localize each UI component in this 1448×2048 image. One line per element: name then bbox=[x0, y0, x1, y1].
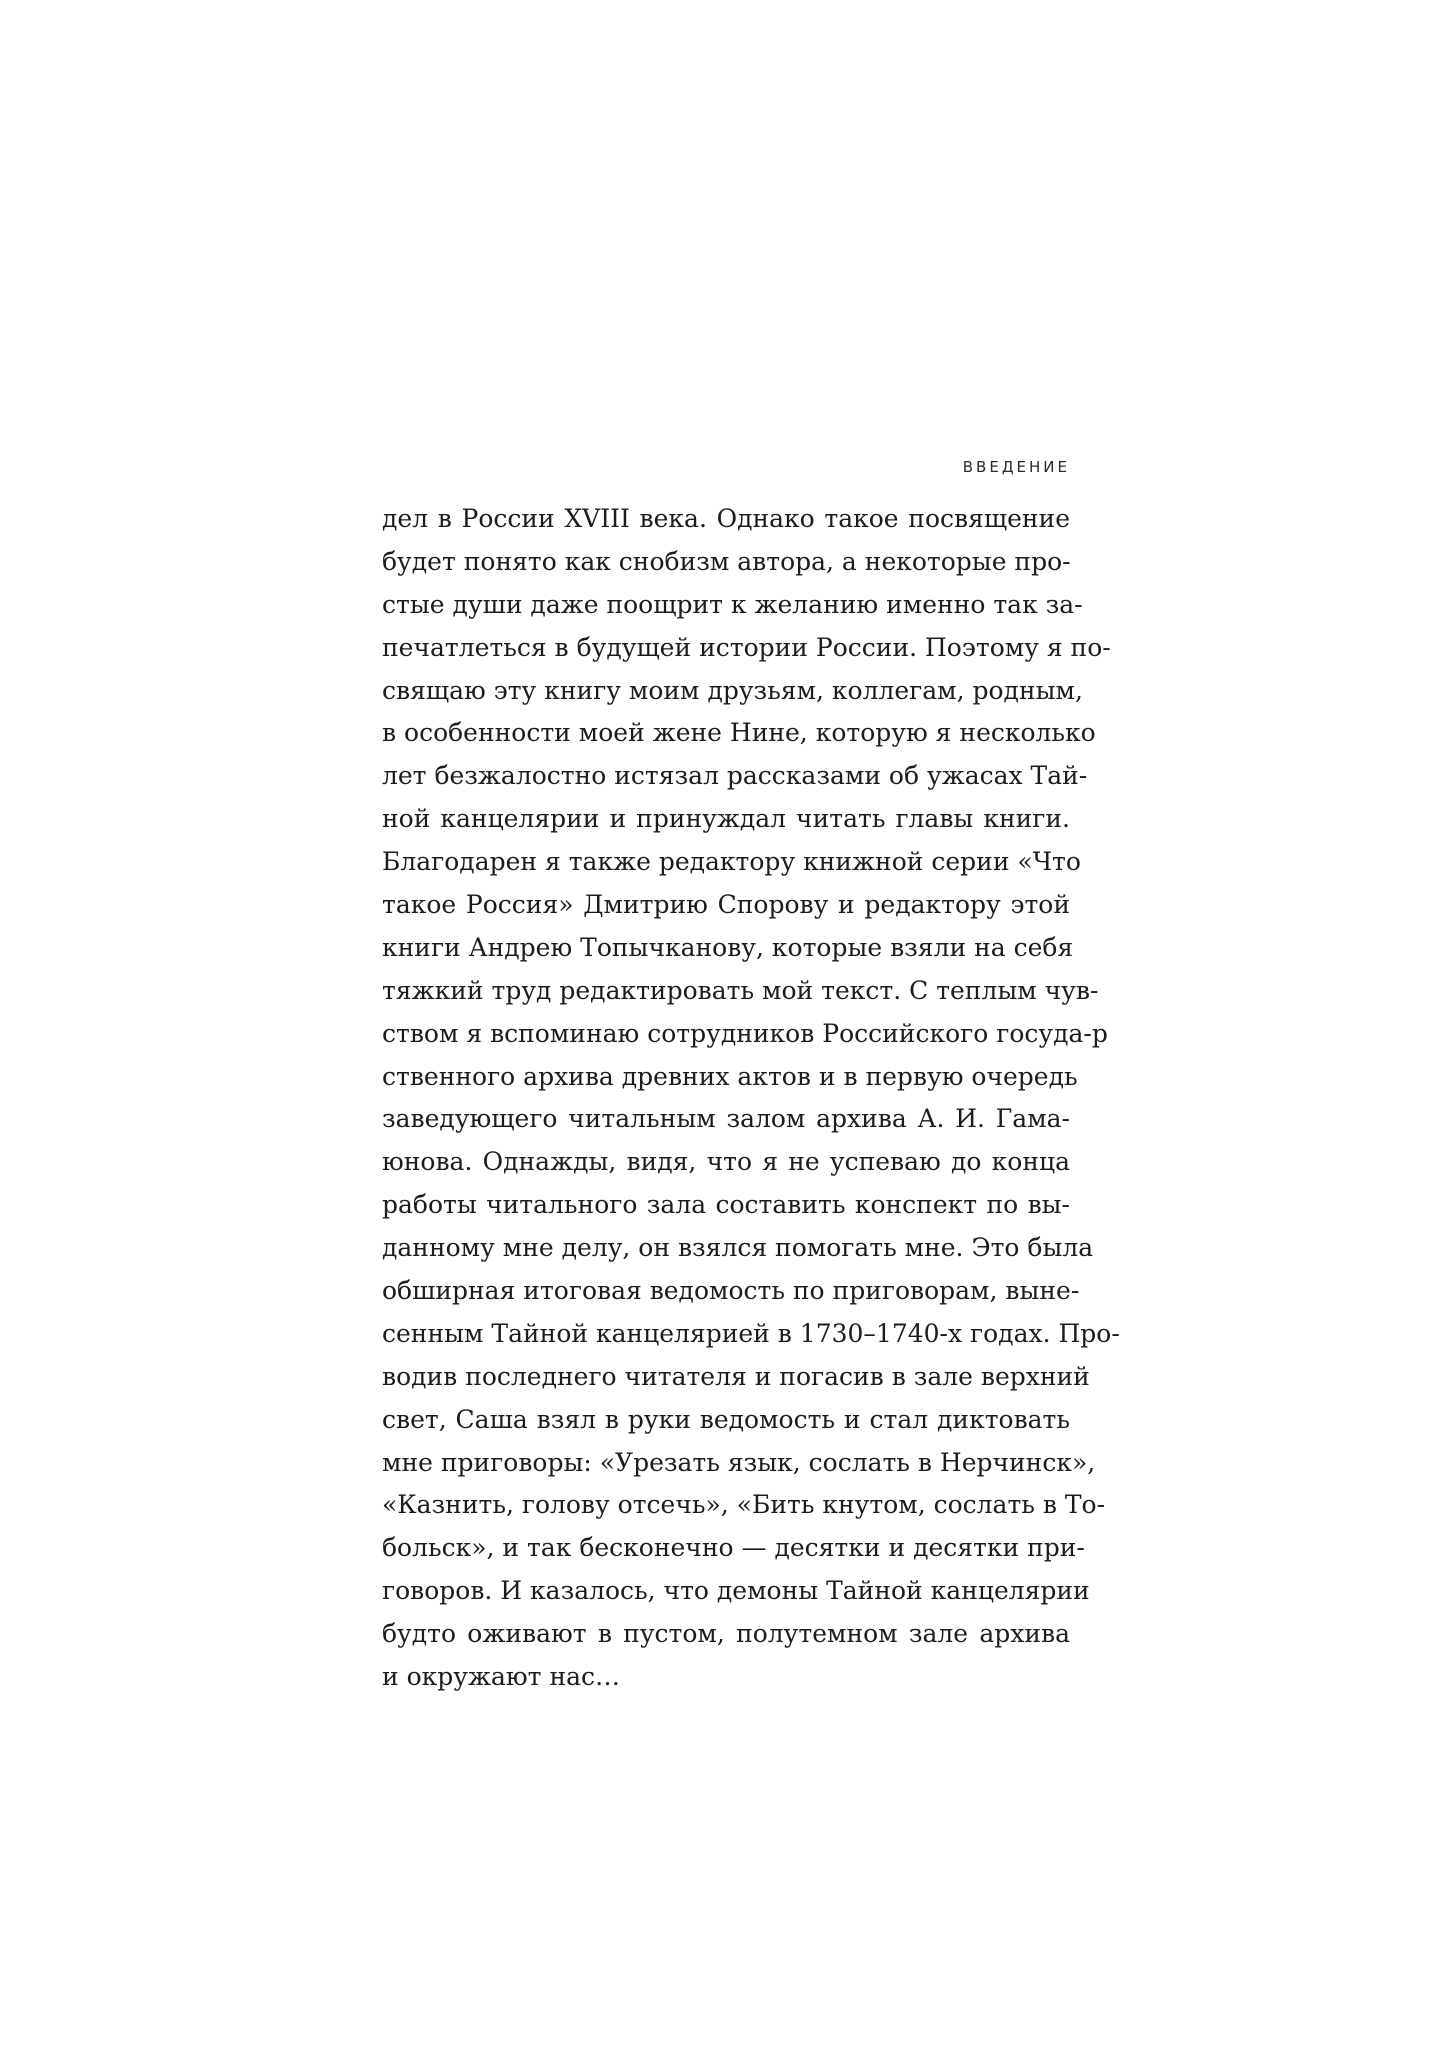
text-line: Благодарен я также редактору книжной серии «Что bbox=[382, 847, 1081, 877]
text-line: книги Андрею Топычканову, которые взяли на себя bbox=[382, 932, 1074, 962]
text-line: свящаю эту книгу моим друзьям, коллегам, родным, bbox=[382, 675, 1083, 705]
text-line: печатлеться в будущей истории России. Поэтому я по- bbox=[382, 632, 1111, 662]
text-line: лет безжалостно истязал рассказами об ужасах Тай- bbox=[382, 761, 1088, 791]
text-line: данному мне делу, он взялся помогать мне. Это была bbox=[382, 1233, 1094, 1263]
text-line: будет понято как снобизм автора, а некоторые про- bbox=[382, 546, 1071, 576]
text-line: обширная итоговая ведомость по приговорам, выне- bbox=[382, 1276, 1080, 1306]
body-text bbox=[382, 498, 1120, 1699]
text-line: работы читального зала составить конспект по вы- bbox=[382, 1190, 1070, 1220]
text-line: стые души даже поощрит к желанию именно так за- bbox=[382, 589, 1083, 619]
running-head: ВВЕДЕНИЕ bbox=[962, 458, 1070, 476]
text-line: свет, Саша взял в руки ведомость и стал диктовать bbox=[382, 1404, 1070, 1434]
text-line: больск», и так бесконечно — десятки и десятки при- bbox=[382, 1533, 1085, 1563]
text-line: будто оживают в пустом, полутемном зале архива bbox=[382, 1619, 1070, 1649]
text-line: ством я вспоминаю сотрудников Российского госуда-р bbox=[382, 1018, 1108, 1048]
text-line: ной канцелярии и принуждал читать главы книги. bbox=[382, 804, 1070, 834]
text-line: мне приговоры: «Урезать язык, сослать в Нерчинск», bbox=[382, 1447, 1096, 1477]
text-line: «Казнить, голову отсечь», «Бить кнутом, сослать в То- bbox=[382, 1490, 1106, 1520]
text-line: сенным Тайной канцелярией в 1730–1740-х годах. Про- bbox=[382, 1318, 1120, 1348]
text-line: юнова. Однажды, видя, что я не успеваю до конца bbox=[382, 1147, 1070, 1177]
text-line: в особенности моей жене Нине, которую я несколько bbox=[382, 718, 1096, 748]
text-line: и окружают нас… bbox=[382, 1662, 621, 1692]
text-line: дел в России XVIII века. Однако такое посвящение bbox=[382, 504, 1070, 533]
text-line: заведующего читальным залом архива А. И. Гама- bbox=[382, 1104, 1070, 1134]
text-line: такое Россия» Дмитрию Спорову и редактору этой bbox=[382, 890, 1070, 920]
text-line: тяжкий труд редактировать мой текст. С теплым чув- bbox=[382, 975, 1099, 1005]
text-line: водив последнего читателя и погасив в зале верхний bbox=[382, 1361, 1090, 1391]
text-line: ственного архива древних актов и в первую очередь bbox=[382, 1061, 1078, 1091]
text-line: говоров. И казалось, что демоны Тайной канцелярии bbox=[382, 1576, 1090, 1606]
